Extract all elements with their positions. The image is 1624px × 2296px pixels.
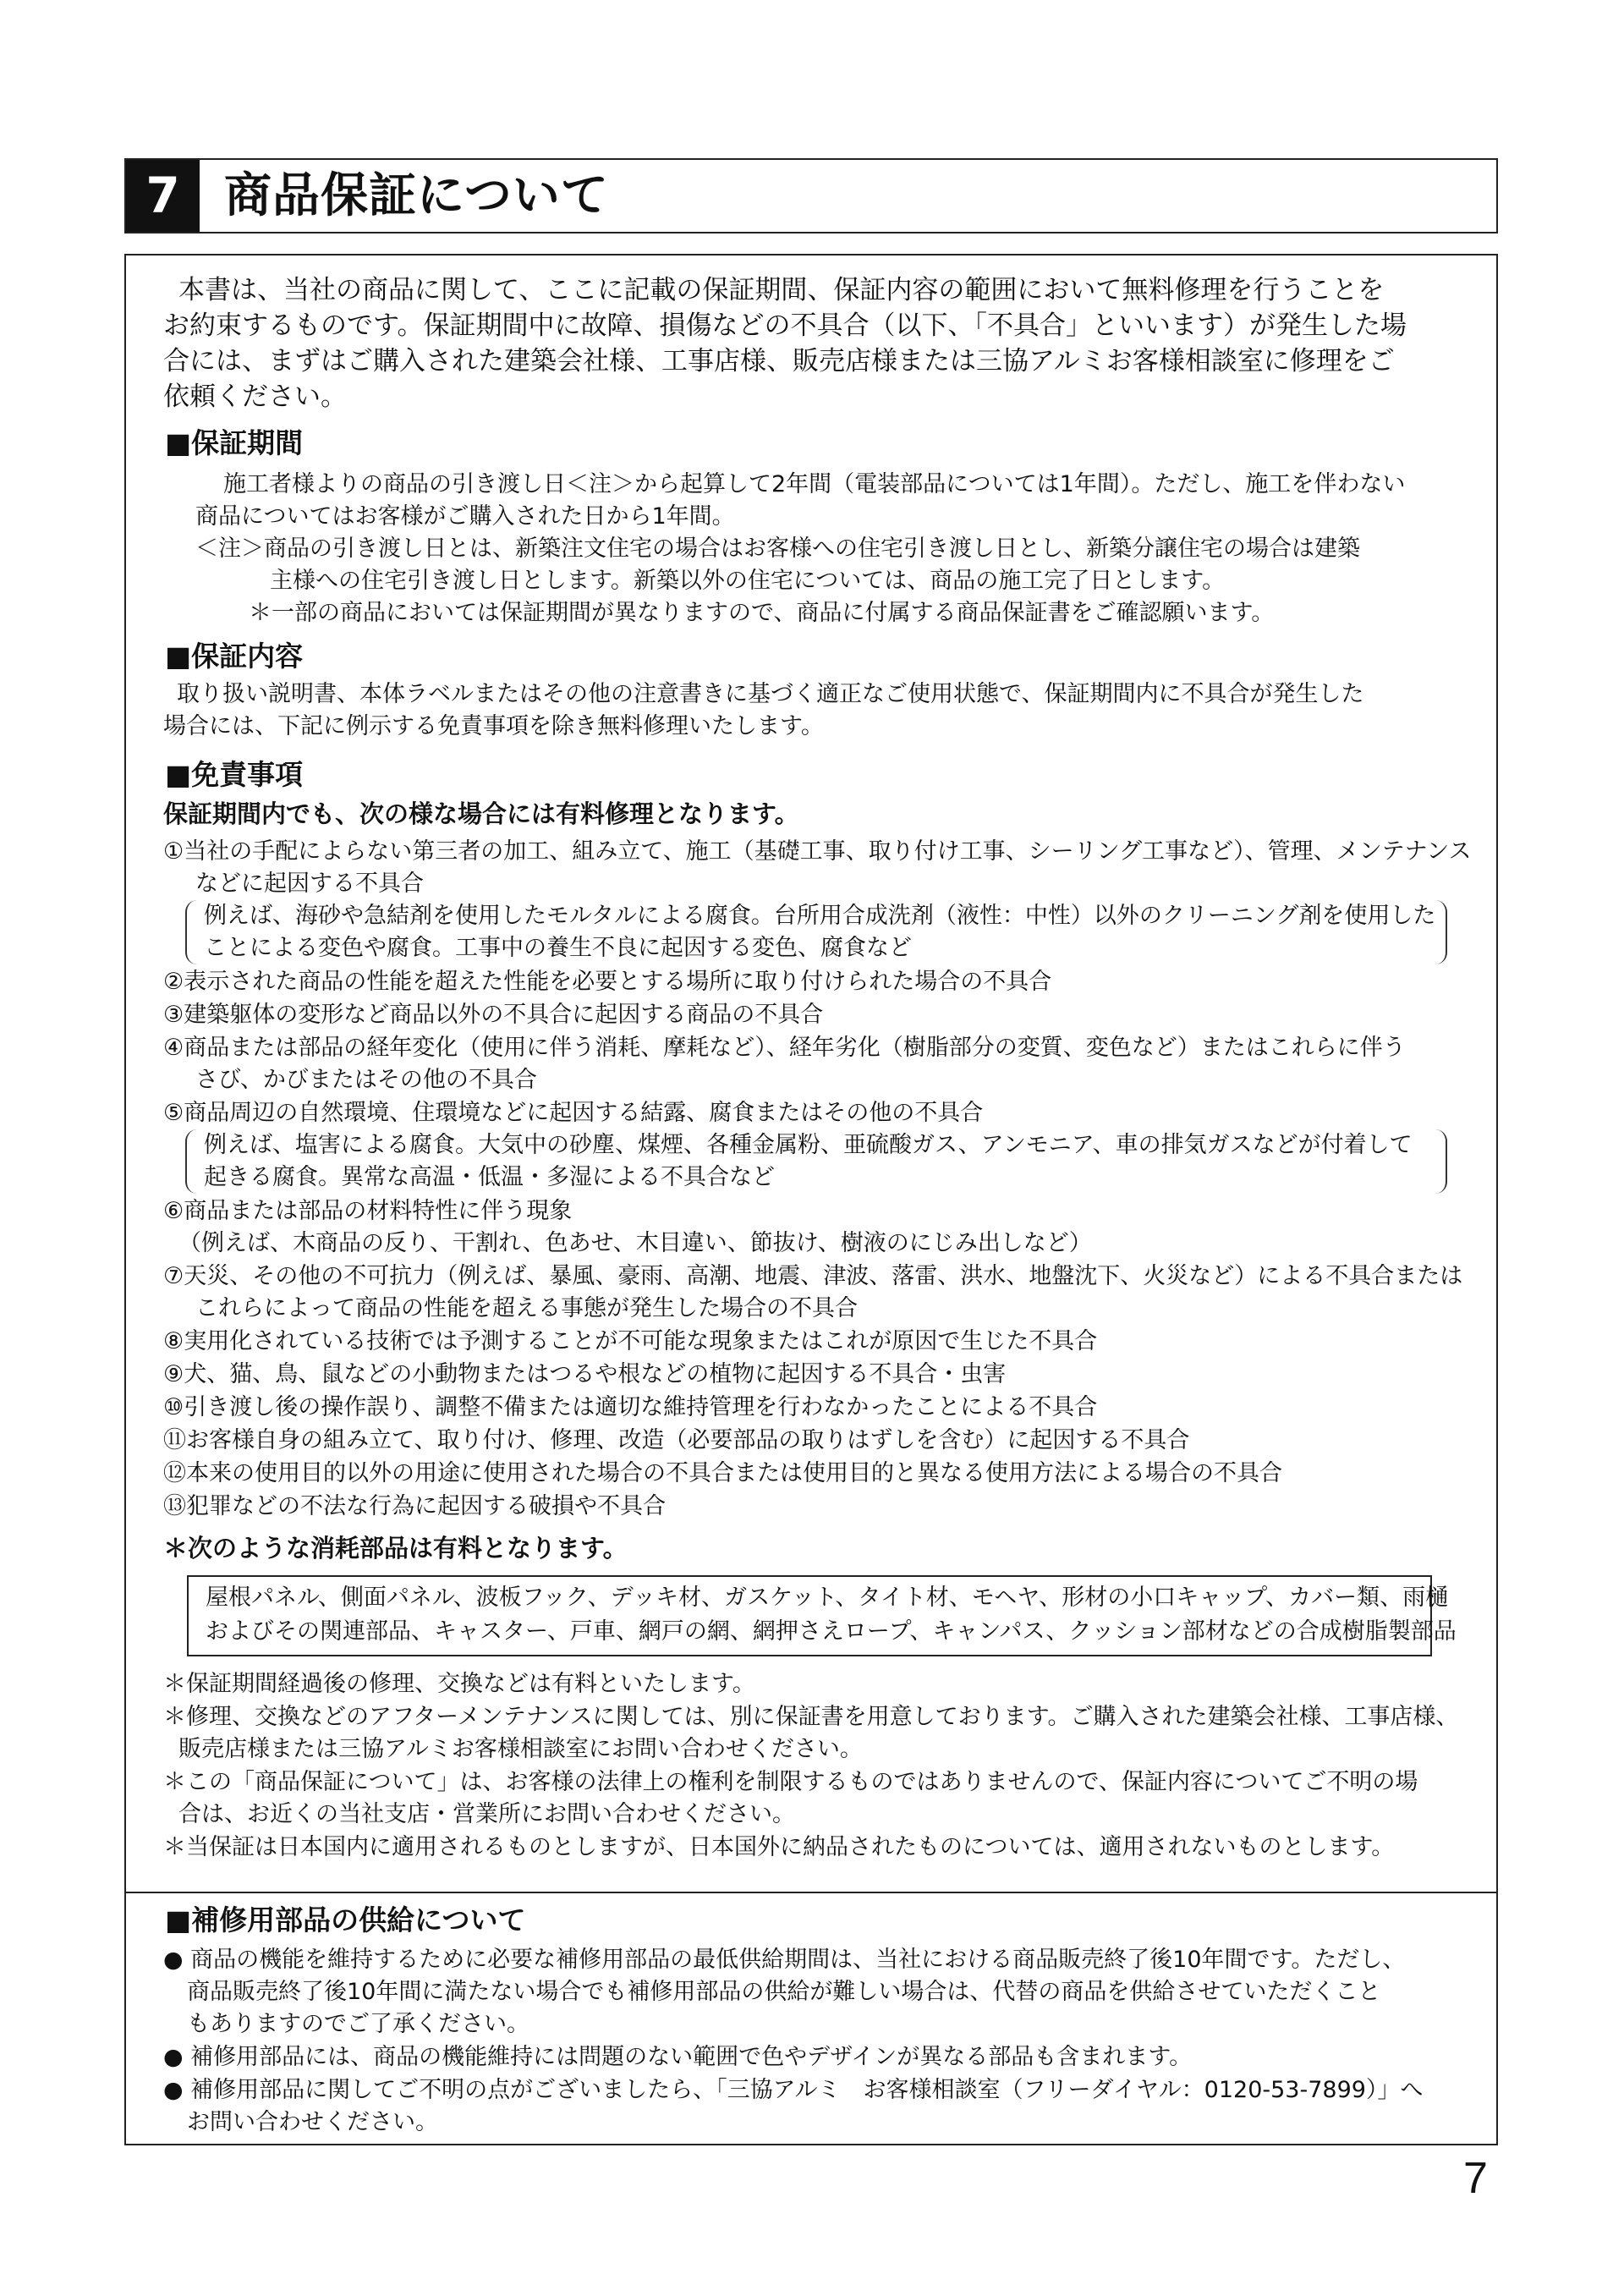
warranty-period-line: 施工者様よりの商品の引き渡し日＜注＞から起算して2年間（電装部品については1年間）。ただし、施工を伴わない (223, 471, 1406, 497)
intro-line: 合には、まずはご購入された建築会社様、工事店様、販売店様または三協アルミお客様相談室に修理をご (163, 346, 1395, 376)
exemption-example: 例えば、海砂や急結剤を使用したモルタルによる腐食。台所用合成洗剤（液性：中性）以外のクリーニング剤を使用した (204, 903, 1436, 929)
warranty-content-line: 場合には、下記に例示する免責事項を除き無料修理いたします。 (163, 713, 824, 739)
repair-parts-line: 商品販売終了後10年間に満たない場合でも補修用部品の供給が難しい場合は、代替の商品を供給させていただくこと (187, 1979, 1381, 2005)
warranty-period-heading: ■保証期間 (165, 426, 304, 459)
consumables-line: 屋根パネル、側面パネル、波板フック、デッキ材、ガスケット、タイト材、モヘヤ、形材の小口キャップ、カバー類、雨樋 (206, 1585, 1449, 1611)
consumables-box (187, 1575, 1457, 1656)
repair-parts-line: もありますのでご了承ください。 (187, 2011, 529, 2037)
exemption-item: ①当社の手配によらない第三者の加工、組み立て、施工（基礎工事、取り付け工事、シーリング工事など）、管理、メンテナンス (163, 838, 1472, 865)
section-number: 7 (126, 160, 200, 232)
exemption-item: ⑩引き渡し後の操作誤り、調整不備または適切な維持管理を行わなかったことによる不具合 (163, 1394, 1098, 1420)
exemption-item: （例えば、木商品の反り、干割れ、色あせ、木目違い、節抜け、樹液のにじみ出しなど） (178, 1230, 1092, 1256)
exemption-item: ⑨犬、猫、鳥、鼠などの小動物またはつるや根などの植物に起因する不具合・虫害 (163, 1361, 1007, 1387)
page-number: 7 (1463, 2154, 1488, 2203)
note-line: ＊保証期間経過後の修理、交換などは有料といたします。 (163, 1671, 755, 1697)
warranty-period-line: ＜注＞商品の引き渡し日とは、新築注文住宅の場合はお客様への住宅引き渡し日とし、新築分譲住宅の場合は建築 (195, 536, 1360, 562)
note-line: 合は、お近くの当社支店・営業所にお問い合わせください。 (178, 1801, 795, 1827)
exemption-item: さび、かびまたはその他の不具合 (195, 1067, 537, 1093)
exemption-item: ⑥商品または部品の材料特性に伴う現象 (163, 1198, 573, 1224)
exemption-item: ⑦天災、その他の不可抗力（例えば、暴風、豪雨、高潮、地震、津波、落雷、洪水、地盤沈下、火災など）による不具合または (163, 1263, 1463, 1289)
intro-line: 依頼ください。 (163, 382, 347, 412)
repair-parts-heading: ■補修用部品の供給について (165, 1903, 526, 1936)
note-line: 販売店様または三協アルミお客様相談室にお問い合わせください。 (178, 1736, 863, 1762)
repair-parts-line: ● 補修用部品には、商品の機能維持には問題のない範囲で色やデザインが異なる部品も含まれます。 (163, 2044, 1193, 2070)
exemption-item: これらによって商品の性能を超える事態が発生した場合の不具合 (195, 1295, 858, 1321)
note-line: ＊修理、交換などのアフターメンテナンスに関しては、別に保証書を用意しております。ご購入された建築会社様、工事店様、 (163, 1704, 1459, 1730)
exemption-item: ④商品または部品の経年変化（使用に伴う消耗、摩耗など）、経年劣化（樹脂部分の変質、変色など）またはこれらに伴う (163, 1035, 1406, 1061)
exemption-example: 起きる腐食。異常な高温・低温・多湿による不具合など (204, 1164, 775, 1190)
exemption-item: ⑤商品周辺の自然環境、住環境などに起因する結露、腐食またはその他の不具合 (163, 1100, 984, 1126)
warranty-period-note: ＊一部の商品においては保証期間が異なりますので、商品に付属する商品保証書をご確認願います。 (249, 600, 1275, 626)
exemption-item: ⑬犯罪などの不法な行為に起因する破損や不具合 (163, 1493, 666, 1519)
exemption-example: 例えば、塩害による腐食。大気中の砂塵、煤煙、各種金属粉、亜硫酸ガス、アンモニア、車の排気ガスなどが付着して (204, 1132, 1413, 1158)
warranty-box (124, 254, 1498, 2145)
exemptions-heading: ■免責事項 (165, 758, 304, 791)
note-line: ＊この「商品保証について」は、お客様の法律上の権利を制限するものではありませんので、保証内容についてご不明の場 (163, 1769, 1418, 1795)
section-title: 商品保証について (224, 168, 609, 223)
exemption-item: ②表示された商品の性能を超えた性能を必要とする場所に取り付けられた場合の不具合 (163, 969, 1052, 995)
exemptions-subheading: 保証期間内でも、次の様な場合には有料修理となります。 (163, 799, 799, 828)
exemption-item: ⑫本来の使用目的以外の用途に使用された場合の不具合または使用目的と異なる使用方法による場合の不具合 (163, 1460, 1282, 1486)
warranty-period-line: 商品についてはお客様がご購入された日から1年間。 (195, 503, 735, 530)
section-divider (126, 1892, 1496, 1893)
intro-line: お約束するものです。保証期間中に故障、損傷などの不具合（以下、「不具合」といいます）が発生した場 (163, 310, 1407, 341)
warranty-period-line: 主様への住宅引き渡し日とします。新築以外の住宅については、商品の施工完了日とします。 (270, 568, 1226, 594)
section-header (124, 158, 1498, 233)
exemption-item: ⑪お客様自身の組み立て、取り付け、修理、改造（必要部品の取りはずしを含む）に起因する不具合 (163, 1427, 1190, 1453)
consumables-line: およびその関連部品、キャスター、戸車、網戸の網、網押さえロープ、キャンパス、クッション部材などの合成樹脂製部品 (206, 1618, 1457, 1645)
exemption-example: ことによる変色や腐食。工事中の養生不良に起因する変色、腐食など (204, 935, 912, 961)
repair-parts-line: お問い合わせください。 (187, 2109, 438, 2135)
warranty-content-heading: ■保証内容 (165, 640, 304, 673)
warranty-content-line: 取り扱い説明書、本体ラベルまたはその他の注意書きに基づく適正なご使用状態で、保証期間内に不具合が発生した (177, 681, 1364, 707)
exemption-item: ③建築躯体の変形など商品以外の不具合に起因する商品の不具合 (163, 1002, 824, 1028)
repair-parts-line: ● 商品の機能を維持するために必要な補修用部品の最低供給期間は、当社における商品販売終了後10年間です。ただし、 (163, 1947, 1406, 1973)
exemption-item: ⑧実用化されている技術では予測することが不可能な現象またはこれが原因で生じた不具合 (163, 1328, 1098, 1354)
exemption-item: などに起因する不具合 (195, 871, 424, 897)
note-line: ＊当保証は日本国内に適用されるものとしますが、日本国外に納品されたものについては、適用されないものとします。 (163, 1834, 1395, 1860)
repair-parts-line: ● 補修用部品に関してご不明の点がございましたら、「三協アルミ お客様相談室（フリーダイヤル：0120-53-7899）」へ (163, 2077, 1424, 2103)
consumables-heading: ＊次のような消耗部品は有料となります。 (163, 1534, 628, 1563)
intro-line: 本書は、当社の商品に関して、ここに記載の保証期間、保証内容の範囲において無料修理を行うことを (178, 275, 1385, 305)
